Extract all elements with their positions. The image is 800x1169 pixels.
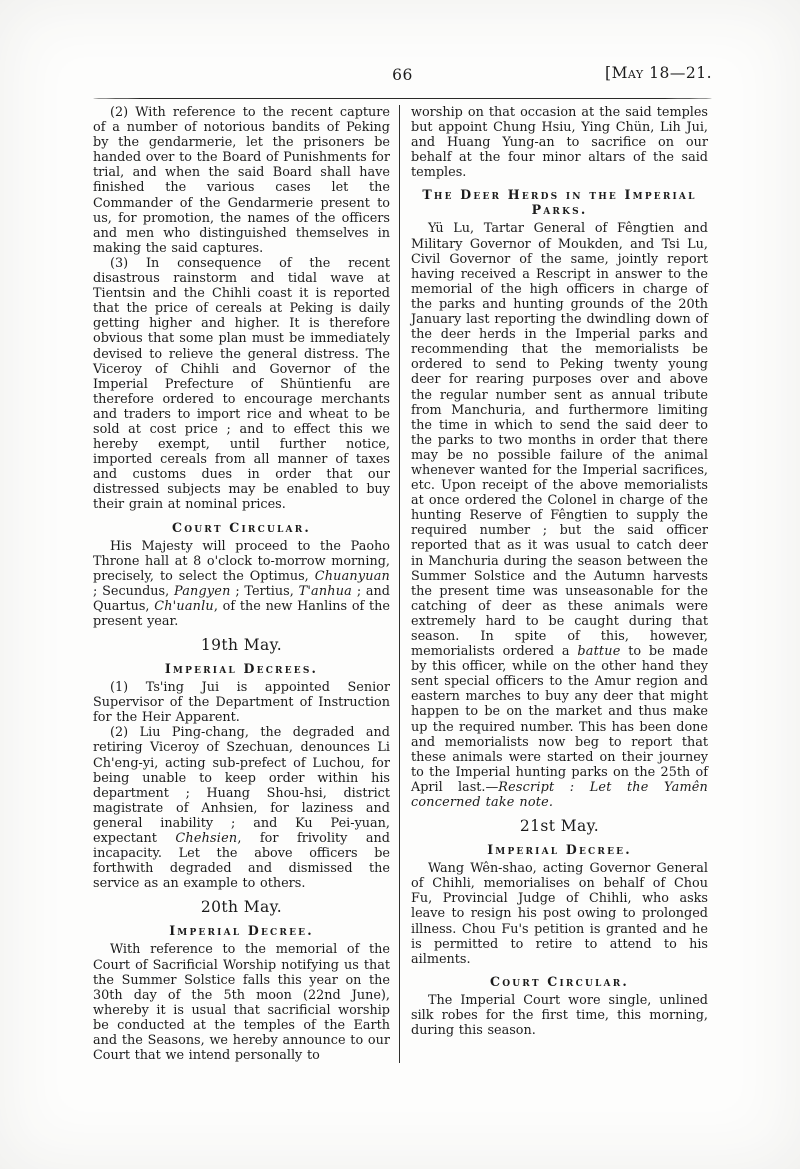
paragraph: Yü Lu, Tartar General of Fêngtien and Military Governor of Moukden, and Tsi Lu, Civil Governor of the same, jointly report having received a Rescript in answer to the memorial of the high officers in charge of the parks and hunting grounds of the 20th January last reporting the dwindling down of the deer herds in the Imperial parks and recommending that the memorialists be ordered to send to Peking twenty young deer for rearing purposes over and above the regular number sent as annual tribute from Manchuria, and furthermore limiting the time in which to send the said deer to the parks to two months in order that there may be no possible failure of the animal whenever wanted for the Imperial sacrifices, etc. Upon receipt of the above memorialists at once ordered the Colonel in charge of the hunting Reserve of Fêngtien to supply the required number ; but the said officer reported that as it was usual to catch deer in Manchuria during the season between the Summer Solstice and the Autumn harvests the present time was unseasonable for the catching of deer as these animals were extremely hard to be caught during that season. In spite of this, however, memorialists ordered a battue to be made by this officer, while on the other hand they sent special officers to the Amur region and eastern marches to buy any deer that might happen to be on the market and thus make up the required number. This has been done and memorialists now beg to report that these animals were started on their journey to the Imperial hunting parks on the 25th of April last.—Rescript : Let the Yamên concerned take note. (411, 221, 708, 811)
issue-date-range: [May 18—21. (605, 64, 712, 82)
section-heading: Court Circular. (171, 519, 311, 535)
paragraph: (3) In consequence of the recent disastrous rainstorm and tidal wave at Tientsin and the Chihli coast it is reported that the price of cereals at Peking is daily getting higher and higher. It is therefore obvious that some plan must be immediately devised to relieve the general distress. The Viceroy of Chihli and Governor of the Imperial Prefecture of Shüntienfu are therefore ordered to encourage merchants and traders to import rice and wheat to be sold at cost price ; and to effect this we hereby exempt, until further notice, imported cereals from all manner of taxes and customs dues in order that our distressed subjects may be enabled to buy their grain at nominal prices. (93, 255, 390, 513)
paragraph: The Imperial Court wore single, unlined silk robes for the first time, this morning, during this season. (411, 992, 708, 1038)
paragraph-continuation: worship on that occasion at the said temples but appoint Chung Hsiu, Ying Chün, Lih Jui, and Huang Yung-an to sacrifice on our behalf at the four minor altars of the said temples. (411, 105, 708, 181)
section-heading: The Deer Herds in the Imperial Parks. (422, 187, 697, 218)
section-heading: Imperial Decree. (487, 842, 632, 858)
date-heading: 19th May. (200, 636, 283, 655)
running-head (93, 62, 712, 92)
page-content (93, 62, 712, 1063)
section-heading: Court Circular. (489, 973, 629, 989)
header-rule (93, 98, 712, 99)
paragraph: Wang Wên-shao, acting Governor General of Chihli, memorialises on behalf of Chou Fu, Provincial Judge of Chihli, who asks leave to resign his post owing to prolonged illness. Chou Fu's petition is granted and he is permitted to retire to attend to his ailments. (411, 861, 708, 967)
left-column (93, 105, 399, 1063)
paragraph: With reference to the memorial of the Court of Sacrificial Worship notifying us that the Summer Solstice falls this year on the 30th day of the 5th moon (22nd June), whereby it is usual that sacrificial worship be conducted at the temples of the Earth and the Seasons, we hereby announce to our Court that we intend personally to (93, 942, 390, 1064)
section-heading: Imperial Decree. (169, 923, 314, 939)
section-heading: Imperial Decrees. (164, 661, 319, 677)
page-number: 66 (392, 66, 413, 84)
right-column (399, 105, 708, 1063)
paragraph: (1) Ts'ing Jui is appointed Senior Supervisor of the Department of Instruction for the Heir Apparent. (93, 680, 390, 726)
paragraph: (2) With reference to the recent capture of a number of notorious bandits of Peking by the gendarmerie, let the prisoners be handed over to the Board of Punishments for trial, and when the said Board shall have finished the various cases let the Commander of the Gendarmerie present to us, for promotion, the names of the officers and men who distinguished themselves in making the said captures. (93, 105, 390, 256)
paragraph: His Majesty will proceed to the Paoho Throne hall at 8 o'clock to-morrow morning, precisely, to select the Optimus, Chuanyuan ; Secundus, Pangyen ; Tertius, T'anhua ; and Quartus, Ch'uanlu, of the new Hanlins of the present year. (93, 538, 390, 629)
paragraph: (2) Liu Ping-chang, the degraded and retiring Viceroy of Szechuan, denounces Li Ch'eng-yi, acting sub-prefect of Luchou, for being unable to keep order within his department ; Huang Shou-hsi, district magistrate of Anhsien, for laziness and general inability ; and Ku Pei-yuan, expectant Chehsien, for frivolity and incapacity. Let the above officers be forthwith degraded and dismissed the service as an example to others. (93, 725, 390, 892)
two-column-layout (93, 105, 712, 1063)
date-heading: 20th May. (200, 898, 283, 917)
date-heading: 21st May. (519, 817, 600, 836)
